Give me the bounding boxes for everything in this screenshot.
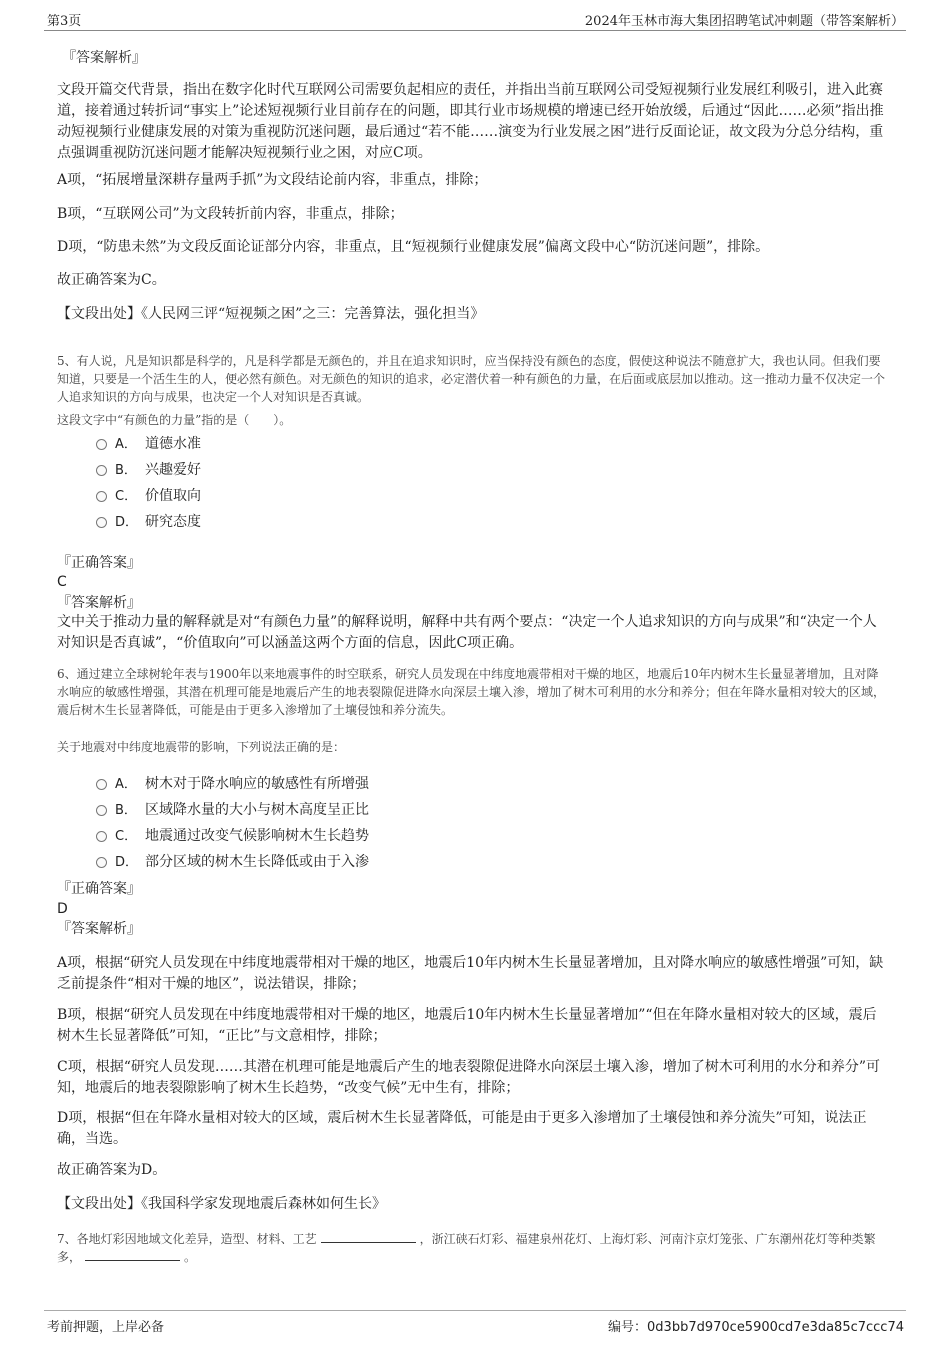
q6-answer-heading: 『正确答案』: [57, 881, 141, 897]
option-label: B．: [115, 803, 137, 818]
document-code-value: 0d3bb7d970ce5900cd7e3da85c7ccc74: [647, 1320, 904, 1335]
q6-note-b: B项，根据“研究人员发现在中纬度地震带相对干燥的地区，地震后10年内树木生长量显著增加”“但在年降水量相对较大的区域，震后树木生长显著降低”可知，“正比”与文意相悖，排除；: [57, 1007, 877, 1044]
q7-stem-part1: 7、各地灯彩因地域文化差异，造型、材料、工艺: [57, 1232, 317, 1246]
radio-icon[interactable]: [96, 491, 107, 502]
q6-option-b[interactable]: [96, 799, 369, 822]
q4-source: 【文段出处】《人民网三评“短视频之困”之三：完善算法，强化担当》: [57, 306, 485, 322]
radio-icon[interactable]: [96, 831, 107, 842]
q5-analysis-text: 文中关于推动力量的解释就是对“有颜色力量”的解释说明，解释中共有两个要点：“决定一个人追求知识的方向与成果”和“决定一个人对知识是否真诚”，“价值取向”可以涵盖这两个方面的信息，因此C项正确。: [57, 614, 877, 651]
q6-note-c: C项，根据“研究人员发现……其潜在机理可能是地震后产生的地表裂隙促进降水向深层土壤入渗，增加了树木可利用的水分和养分”可知，地震后的地表裂隙影响了树木生长趋势，“改变气候”无中生有，排除；: [57, 1059, 881, 1096]
option-text: 区域降水量的大小与树木高度呈正比: [145, 802, 369, 818]
option-text: 兴趣爱好: [145, 462, 201, 478]
footer-slogan: 考前押题，上岸必备: [47, 1320, 165, 1335]
q4-note-b: B项，“互联网公司”为文段转折前内容，非重点，排除；: [57, 206, 404, 222]
option-label: C．: [115, 489, 138, 504]
radio-icon[interactable]: [96, 465, 107, 476]
option-text: 树木对于降水响应的敏感性有所增强: [145, 776, 369, 792]
q6-answer: D: [57, 901, 68, 917]
q5-analysis-heading: 『答案解析』: [57, 595, 141, 611]
page-number: 第3页: [47, 14, 82, 29]
q7-blank-2[interactable]: [85, 1248, 180, 1261]
option-text: 地震通过改变气候影响树木生长趋势: [145, 828, 369, 844]
radio-icon[interactable]: [96, 517, 107, 528]
option-text: 部分区域的树木生长降低或由于入渗: [145, 854, 369, 870]
q5-answer: C: [57, 574, 67, 590]
document-code: [608, 1316, 904, 1335]
radio-icon[interactable]: [96, 857, 107, 868]
option-label: B．: [115, 463, 137, 478]
q4-conclusion: 故正确答案为C。: [57, 272, 166, 288]
q6-question: 关于地震对中纬度地震带的影响，下列说法正确的是：: [57, 740, 346, 754]
q5-question: 这段文字中“有颜色的力量”指的是（ ）。: [57, 413, 292, 427]
q7-stem-part2: ，浙江硖石灯彩、福建泉州花灯、上海灯彩、河南汴京灯笼张、广东潮州花灯等种类繁多，: [57, 1232, 876, 1264]
q4-note-a: A项，“拓展增量深耕存量两手抓”为文段结论前内容，非重点，排除；: [57, 172, 488, 188]
q4-analysis-heading: 『答案解析』: [62, 50, 146, 66]
option-label: A．: [115, 437, 137, 452]
header-divider: [44, 30, 906, 31]
q5-option-c[interactable]: [96, 485, 201, 508]
option-label: C．: [115, 829, 138, 844]
q5-option-b[interactable]: [96, 459, 201, 482]
q7-stem: [57, 1230, 890, 1266]
option-label: A．: [115, 777, 137, 792]
q5-stem: 5、有人说，凡是知识都是科学的，凡是科学都是无颜色的，并且在追求知识时，应当保持没有颜色的态度，假使这种说法不随意扩大，我也认同。但我们要知道，只要是一个活生生的人，便必然有颜色。对无颜色的知识的追求，必定潜伏着一种有颜色的力量，在后面或底层加以推动。这一推动力量不仅决定一个人追求知识的方向与成果，也决定一个人对知识是否真诚。: [57, 354, 886, 404]
q4-analysis-text: 文段开篇交代背景，指出在数字化时代互联网公司需要负起相应的责任，并指出当前互联网公司受短视频行业发展红利吸引，进入此赛道，接着通过转折词“事实上”论述短视频行业目前存在的问题，即其行业市场规模的增速已经开始放缓，后通过“因此……必须”指出推动短视频行业健康发展的对策为重视防沉迷问题，最后通过“若不能……演变为行业发展之困”进行反面论证，故文段为分总分结构，重点强调重视防沉迷问题才能解决短视频行业之困，对应C项。: [57, 82, 884, 161]
q7-blank-1[interactable]: [321, 1230, 416, 1243]
q6-note-a: A项，根据“研究人员发现在中纬度地震带相对干燥的地区，地震后10年内树木生长量显著增加，且对降水响应的敏感性增强”可知，缺乏前提条件“相对干燥的地区”，说法错误，排除；: [57, 955, 884, 992]
option-text: 价值取向: [145, 488, 201, 504]
q7-stem-part3: 。: [184, 1250, 197, 1264]
q6-conclusion: 故正确答案为D。: [57, 1162, 167, 1178]
option-text: 道德水准: [145, 436, 201, 452]
q6-option-a[interactable]: [96, 773, 369, 796]
radio-icon[interactable]: [96, 439, 107, 450]
q6-analysis-heading: 『答案解析』: [57, 921, 141, 937]
q5-option-d[interactable]: [96, 511, 201, 534]
option-label: D．: [115, 855, 139, 870]
radio-icon[interactable]: [96, 779, 107, 790]
q6-option-d[interactable]: [96, 851, 369, 874]
q5-option-a[interactable]: [96, 433, 201, 456]
radio-icon[interactable]: [96, 805, 107, 816]
footer-divider: [44, 1310, 906, 1311]
q4-note-d: D项，“防患未然”为文段反面论证部分内容，非重点，且“短视频行业健康发展”偏离文段中心“防沉迷问题”，排除。: [57, 239, 770, 255]
option-text: 研究态度: [145, 514, 201, 530]
q6-option-c[interactable]: [96, 825, 369, 848]
q5-answer-heading: 『正确答案』: [57, 555, 141, 571]
document-title: 2024年玉林市海大集团招聘笔试冲刺题（带答案解析）: [584, 14, 904, 29]
q6-source: 【文段出处】《我国科学家发现地震后森林如何生长》: [57, 1196, 386, 1212]
q6-stem: 6、通过建立全球树轮年表与1900年以来地震事件的时空联系，研究人员发现在中纬度地震带相对干燥的地区，地震后10年内树木生长量显著增加，且对降水响应的敏感性增强，其潜在机理可能是地震后产生的地表裂隙促进降水向深层土壤入渗，增加了树木可利用的水分和养分；但在年降水量相对较大的区域，震后树木生长显著降低，可能是由于更多入渗增加了土壤侵蚀和养分流失。: [57, 667, 886, 717]
q6-note-d: D项，根据“但在年降水量相对较大的区域，震后树木生长显著降低，可能是由于更多入渗增加了土壤侵蚀和养分流失”可知，说法正确，当选。: [57, 1110, 867, 1147]
document-code-label: 编号：: [608, 1320, 648, 1335]
option-label: D．: [115, 515, 139, 530]
